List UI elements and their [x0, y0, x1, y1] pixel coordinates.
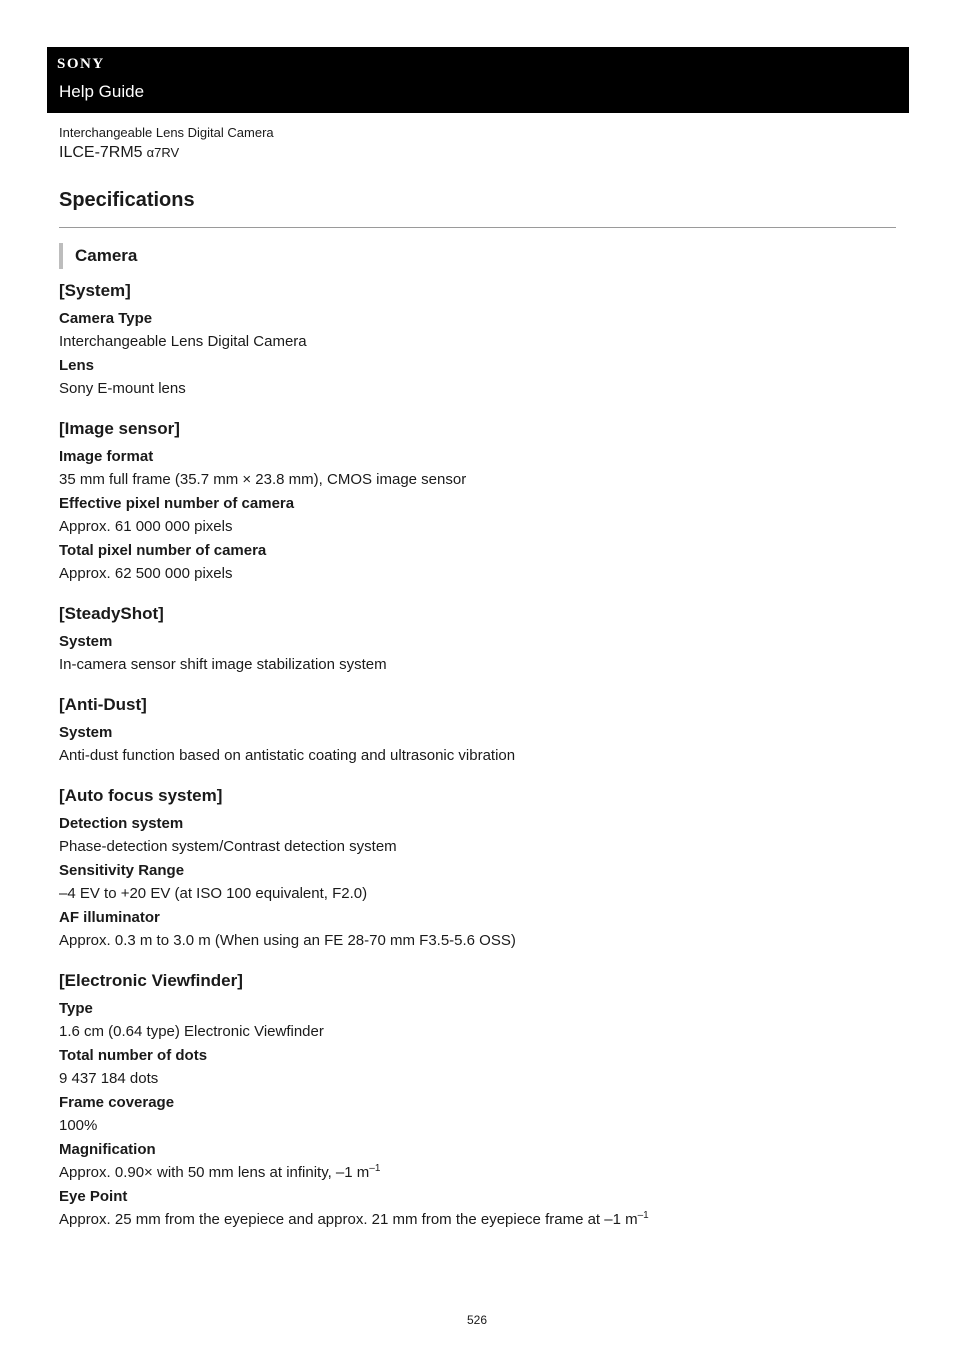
spec-section	[59, 418, 909, 583]
spec-value	[59, 747, 909, 765]
spec-value-text: Approx. 62 500 000 pixels	[59, 565, 233, 582]
section-title: [SteadyShot]	[59, 604, 164, 623]
spec-value-text: –4 EV to +20 EV (at ISO 100 equivalent, F2.0)	[59, 885, 368, 902]
spec-label: AF illuminator	[59, 909, 160, 926]
category-title: Camera	[75, 246, 138, 265]
spec-label: Image format	[59, 448, 154, 465]
title-divider	[59, 227, 896, 228]
spec-section	[59, 694, 909, 765]
page-title: Specifications	[59, 189, 195, 211]
category-accent-bar	[59, 243, 63, 269]
spec-value-text: Approx. 0.3 m to 3.0 m (When using an FE 28-70 mm F3.5-5.6 OSS)	[59, 932, 516, 949]
spec-list	[59, 280, 909, 1249]
spec-value-text: Sony E-mount lens	[59, 380, 186, 397]
spec-item	[59, 909, 909, 950]
spec-item	[59, 542, 909, 583]
spec-item	[59, 1188, 909, 1229]
spec-value	[59, 1164, 909, 1182]
spec-section	[59, 280, 909, 398]
spec-value	[59, 932, 909, 950]
section-title: [Anti-Dust]	[59, 695, 147, 714]
spec-value	[59, 885, 909, 903]
spec-label: Sensitivity Range	[59, 862, 185, 879]
spec-item	[59, 495, 909, 536]
spec-value-text: 9 437 184 dots	[59, 1070, 159, 1087]
spec-label: System	[59, 633, 113, 650]
spec-value-text: Approx. 25 mm from the eyepiece and approx. 21 mm from the eyepiece frame at –1 m	[59, 1211, 638, 1228]
spec-item	[59, 633, 909, 674]
spec-label: Frame coverage	[59, 1094, 175, 1111]
spec-value	[59, 838, 909, 856]
spec-value	[59, 565, 909, 583]
spec-section	[59, 970, 909, 1229]
spec-value	[59, 1117, 909, 1135]
spec-item	[59, 724, 909, 765]
spec-item	[59, 862, 909, 903]
section-title: [Electronic Viewfinder]	[59, 971, 243, 990]
spec-item	[59, 310, 909, 351]
spec-value-text: Anti-dust function based on antistatic coating and ultrasonic vibration	[59, 747, 516, 764]
section-title: [System]	[59, 281, 131, 300]
spec-label: Total pixel number of camera	[59, 542, 267, 559]
spec-section	[59, 603, 909, 674]
model-number: ILCE-7RM5	[59, 144, 143, 161]
spec-value	[59, 1211, 909, 1229]
spec-label: Type	[59, 1000, 93, 1017]
spec-item	[59, 1141, 909, 1182]
spec-item	[59, 1047, 909, 1088]
superscript-exponent: –1	[369, 1163, 381, 1174]
spec-label: Lens	[59, 357, 95, 374]
section-title: [Image sensor]	[59, 419, 180, 438]
spec-value-text: Interchangeable Lens Digital Camera	[59, 333, 307, 350]
spec-value-text: Phase-detection system/Contrast detection system	[59, 838, 397, 855]
spec-value-text: Approx. 0.90× with 50 mm lens at infinity, –1 m	[59, 1164, 370, 1181]
spec-value	[59, 471, 909, 489]
spec-label: Eye Point	[59, 1188, 128, 1205]
product-model	[59, 144, 179, 162]
spec-value	[59, 518, 909, 536]
brand-logo: SONY	[57, 56, 105, 72]
spec-value-text: In-camera sensor shift image stabilization system	[59, 656, 387, 673]
spec-value	[59, 333, 909, 351]
spec-item	[59, 1000, 909, 1041]
spec-value	[59, 380, 909, 398]
spec-value	[59, 1023, 909, 1041]
spec-value	[59, 656, 909, 674]
superscript-exponent: –1	[637, 1210, 649, 1221]
spec-value-text: 35 mm full frame (35.7 mm × 23.8 mm), CMOS image sensor	[59, 471, 467, 488]
spec-item	[59, 448, 909, 489]
spec-item	[59, 1094, 909, 1135]
page-number: 526	[466, 1313, 488, 1327]
spec-label: Total number of dots	[59, 1047, 208, 1064]
spec-section	[59, 785, 909, 950]
spec-label: System	[59, 724, 113, 741]
header-banner	[47, 47, 909, 113]
spec-value-text: 1.6 cm (0.64 type) Electronic Viewfinder	[59, 1023, 324, 1040]
spec-label: Effective pixel number of camera	[59, 495, 295, 512]
spec-label: Magnification	[59, 1141, 156, 1158]
spec-value	[59, 1070, 909, 1088]
spec-label: Detection system	[59, 815, 184, 832]
spec-item	[59, 357, 909, 398]
product-type: Interchangeable Lens Digital Camera	[59, 125, 274, 140]
spec-value-text: 100%	[59, 1117, 98, 1134]
section-title: [Auto focus system]	[59, 786, 223, 805]
spec-value-text: Approx. 61 000 000 pixels	[59, 518, 233, 535]
spec-item	[59, 815, 909, 856]
help-guide-label: Help Guide	[59, 82, 145, 101]
model-alt-name: α7RV	[146, 145, 180, 160]
spec-label: Camera Type	[59, 310, 153, 327]
